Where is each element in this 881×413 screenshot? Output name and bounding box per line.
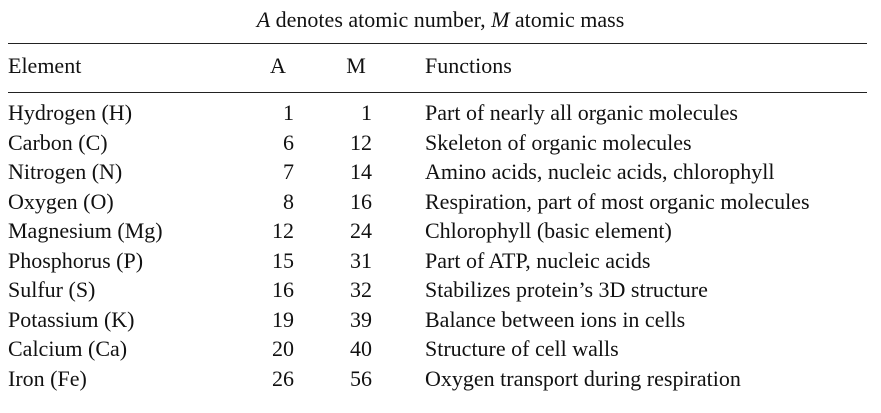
function-cell: Structure of cell walls [425,336,619,361]
atomic-mass-cell: 14 [350,159,372,184]
function-cell: Skeleton of organic molecules [425,129,692,155]
function-cell: Stabilizes protein’s 3D structure [425,277,708,302]
element-cell: Potassium (K) [8,306,135,332]
element-cell: Magnesium (Mg) [8,218,163,243]
table-header [0,52,881,80]
function-cell: Oxygen transport during respiration [425,365,741,391]
atomic-number-cell: 12 [272,218,294,243]
element-cell: Carbon (C) [8,129,108,155]
caption-text-1: denotes atomic number, [270,7,492,32]
function-cell: Chlorophyll (basic element) [425,218,672,243]
atomic-mass-cell: 1 [361,100,372,125]
element-cell: Sulfur (S) [8,277,96,302]
table-row [0,158,881,186]
atomic-number-cell: 6 [283,129,294,155]
table-row [0,335,881,363]
top-rule [8,43,867,44]
atomic-mass-cell: 16 [350,188,372,214]
element-cell: Phosphorus (P) [8,247,144,273]
atomic-mass-cell: 31 [350,247,372,273]
atomic-number-cell: 7 [283,159,294,184]
atomic-mass-cell: 32 [350,277,372,302]
function-cell: Balance between ions in cells [425,306,686,332]
element-cell: Calcium (Ca) [8,336,128,361]
caption-text-2: atomic mass [509,7,625,32]
atomic-mass-cell: 12 [350,129,372,155]
header-element: Element [8,53,82,78]
function-cell: Respiration, part of most organic molecules [425,188,810,214]
caption-var-a: A [256,7,271,32]
header-functions: Functions [425,53,512,78]
atomic-number-cell: 15 [272,247,294,273]
atomic-mass-cell: 56 [350,365,372,391]
function-cell: Part of ATP, nucleic acids [425,247,651,273]
element-cell: Oxygen (O) [8,188,114,214]
table-row [0,217,881,245]
function-cell: Amino acids, nucleic acids, chlorophyll [425,159,775,184]
table-row [0,99,881,127]
atomic-mass-cell: 40 [350,336,372,361]
element-cell: Iron (Fe) [8,365,87,391]
element-cell: Nitrogen (N) [8,159,123,184]
atomic-number-cell: 26 [272,365,294,391]
atomic-number-cell: 20 [272,336,294,361]
table-row [0,247,881,275]
table-row [0,188,881,216]
table-row [0,276,881,304]
table-caption [0,7,881,33]
atomic-mass-cell: 24 [350,218,372,243]
atomic-mass-cell: 39 [350,306,372,332]
header-atomic-number: A [270,53,286,78]
table-row [0,129,881,157]
table-row [0,306,881,334]
caption-var-m: M [491,7,510,32]
table-row [0,365,881,393]
atomic-number-cell: 8 [283,188,294,214]
function-cell: Part of nearly all organic molecules [425,100,738,125]
header-rule [8,92,867,93]
element-cell: Hydrogen (H) [8,100,133,125]
header-atomic-mass: M [346,53,366,78]
atomic-number-cell: 1 [283,100,294,125]
atomic-number-cell: 16 [272,277,294,302]
atomic-number-cell: 19 [272,306,294,332]
